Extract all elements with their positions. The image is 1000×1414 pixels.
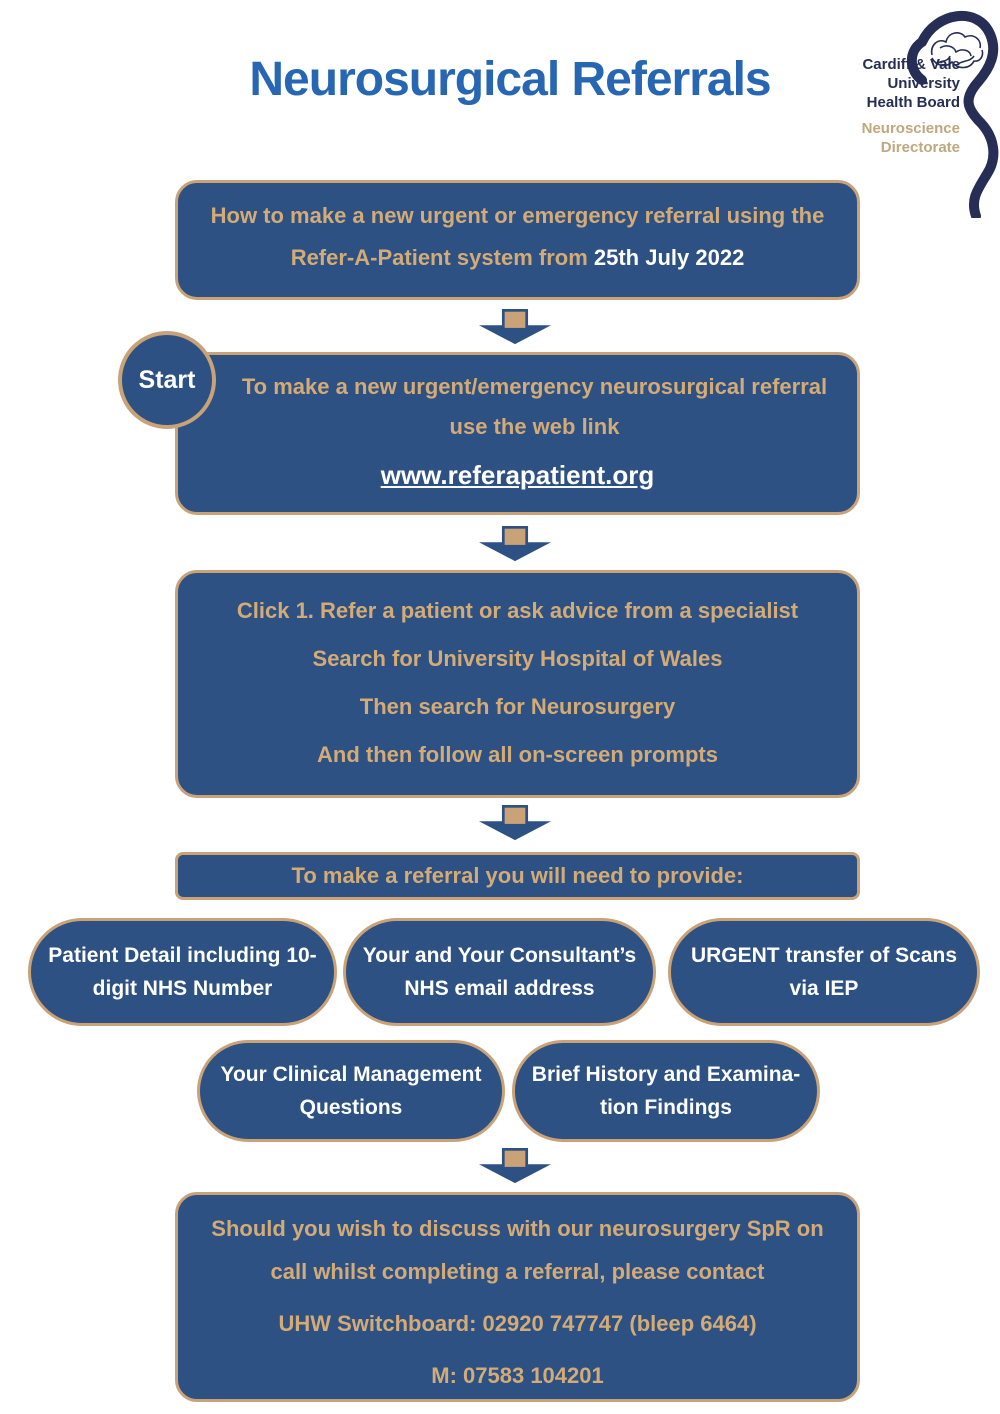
pill-clinical-questions: [197, 1040, 505, 1142]
down-arrow-icon: [469, 309, 561, 345]
logo-text: [862, 55, 960, 157]
pill-scan-transfer: [668, 918, 980, 1026]
logo-org-line2: University: [887, 75, 960, 92]
pill-nhs-email-line2: NHS email address: [404, 977, 595, 1000]
step-line-1: Click 1. Refer a patient or ask advice from a specialist: [236, 598, 799, 623]
start-badge: [118, 331, 216, 429]
pill-clinical-questions-line2: Questions: [299, 1096, 403, 1119]
referapatient-link[interactable]: www.referapatient.org: [380, 460, 655, 490]
intro-line1: How to make a new urgent or emergency referral using the: [210, 203, 825, 228]
pill-clinical-questions-line1: Your Clinical Management: [220, 1063, 482, 1086]
weblink-line2: use the web link: [449, 414, 620, 439]
intro-line2: [178, 237, 857, 279]
provide-header-bar: [175, 852, 860, 900]
start-label: Start: [138, 365, 196, 394]
contact-line1: Should you wish to discuss with our neurosurgery SpR on: [211, 1216, 824, 1241]
contact-line2: call whilst completing a referral, please contact: [270, 1259, 765, 1284]
steps-box: [175, 570, 860, 798]
weblink-box: [175, 352, 860, 515]
pill-history-findings-line2: tion Findings: [600, 1096, 732, 1119]
intro-date: 25th July 2022: [593, 245, 745, 270]
pill-patient-details-line2: digit NHS Number: [92, 977, 273, 1000]
logo-org-line3: Health Board: [866, 94, 960, 111]
contact-mobile: M: 07583 104201: [431, 1363, 604, 1388]
pill-nhs-email: [343, 918, 656, 1026]
pill-scan-transfer-line1: URGENT transfer of Scans: [690, 944, 958, 967]
down-arrow-icon: [469, 1148, 561, 1184]
logo-dept-line1: Neuroscience: [861, 120, 960, 137]
down-arrow-icon: [469, 805, 561, 841]
intro-box: [175, 180, 860, 300]
weblink-line1: To make a new urgent/emergency neurosurgical referral: [241, 374, 828, 399]
pill-history-findings-line1: Brief History and Examina-: [531, 1063, 801, 1086]
page-title: Neurosurgical Referrals: [249, 53, 771, 106]
intro-line2-prefix: Refer-A-Patient system from: [290, 245, 594, 270]
logo-org-line1: Cardiff & Vale: [862, 56, 960, 73]
step-line-4: And then follow all on-screen prompts: [317, 742, 718, 767]
step-line-2: Search for University Hospital of Wales: [312, 646, 723, 671]
pill-nhs-email-line1: Your and Your Consultant’s: [362, 944, 637, 967]
down-arrow-icon: [469, 526, 561, 562]
provide-header-text: To make a referral you will need to provide:: [291, 863, 744, 888]
logo-dept-line2: Directorate: [880, 139, 960, 156]
contact-switchboard: UHW Switchboard: 02920 747747 (bleep 6464): [278, 1311, 757, 1336]
pill-history-findings: [512, 1040, 820, 1142]
pill-patient-details: [28, 918, 337, 1026]
pill-scan-transfer-line2: via IEP: [789, 977, 859, 1000]
step-line-3: Then search for Neurosurgery: [359, 694, 676, 719]
pill-patient-details-line1: Patient Detail including 10-: [48, 944, 317, 967]
contact-box: [175, 1192, 860, 1402]
